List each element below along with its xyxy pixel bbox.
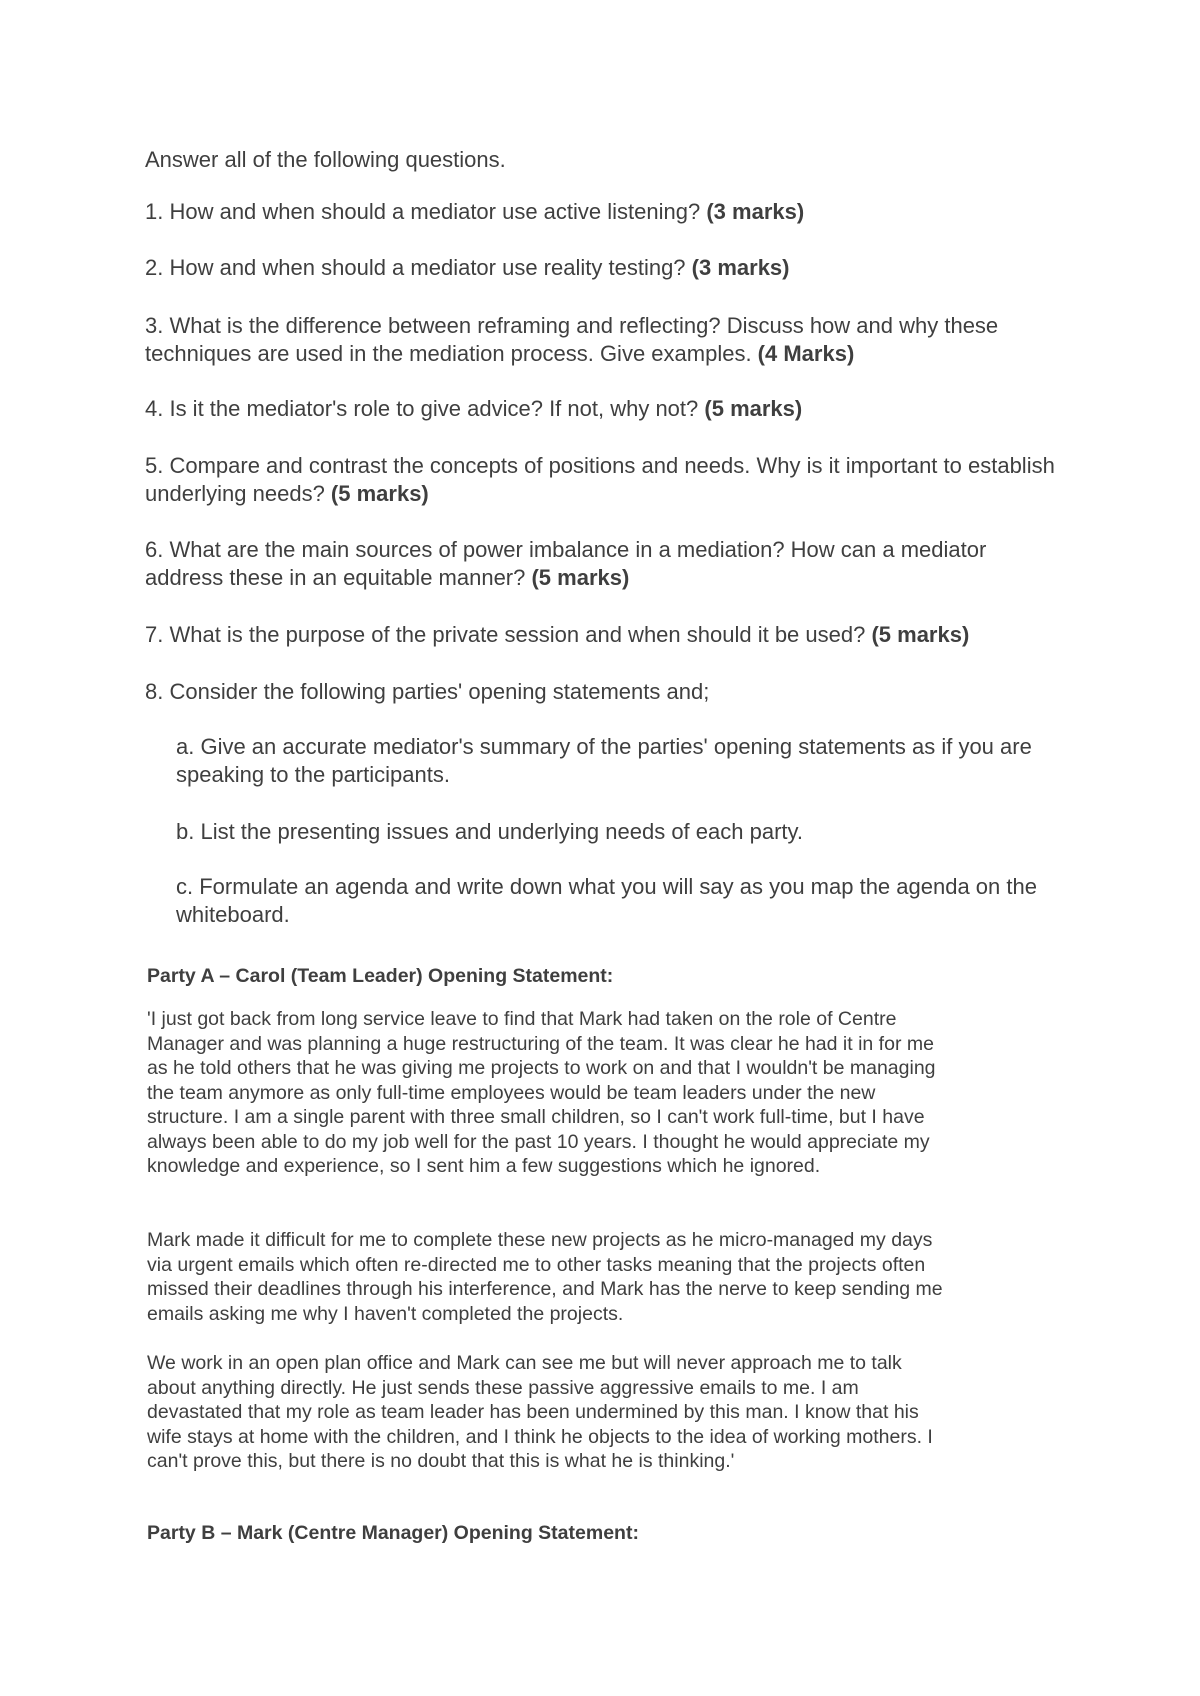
- party-a-paragraph-3: We work in an open plan office and Mark can see me but will never approach me to talk about anything directly. He just sends these passive aggressive emails to me. I am devastated that my role as team leader has been undermined by this man. I know that his wife stays at home with the children, and I think he objects to the idea of working mothers. I can't prove this, but there is no doubt that this is what he is thinking.': [147, 1352, 933, 1472]
- question-7-text: 7. What is the purpose of the private session and when should it be used?: [145, 622, 872, 647]
- question-6-marks: (5 marks): [531, 565, 630, 590]
- question-3-text: 3. What is the difference between reframing and reflecting? Discuss how and why these techniques are used in the mediation process. Give examples.: [145, 313, 999, 366]
- subquestion-b: b. List the presenting issues and underlying needs of each party.: [176, 819, 803, 844]
- question-7: [145, 621, 1065, 649]
- question-2-marks: (3 marks): [691, 255, 790, 280]
- question-3: [145, 312, 1065, 368]
- question-5-text: 5. Compare and contrast the concepts of positions and needs. Why is it important to establish underlying needs?: [145, 453, 1055, 506]
- instructions: Answer all of the following questions.: [145, 147, 506, 172]
- question-1-text: 1. How and when should a mediator use active listening?: [145, 199, 707, 224]
- question-8-text: 8. Consider the following parties' opening statements and;: [145, 679, 710, 704]
- subquestion-c: c. Formulate an agenda and write down what you will say as you map the agenda on the whiteboard.: [176, 874, 1037, 927]
- question-7-marks: (5 marks): [871, 622, 970, 647]
- party-b-heading: Party B – Mark (Centre Manager) Opening Statement:: [147, 1522, 639, 1544]
- party-a-heading: Party A – Carol (Team Leader) Opening Statement:: [147, 965, 614, 987]
- question-4-marks: (5 marks): [704, 396, 803, 421]
- question-5-marks: (5 marks): [330, 481, 429, 506]
- question-1: [145, 198, 1065, 226]
- question-2-text: 2. How and when should a mediator use reality testing?: [145, 255, 692, 280]
- question-3-marks: (4 Marks): [757, 341, 855, 366]
- question-4: [145, 395, 1065, 423]
- party-a-paragraph-2: Mark made it difficult for me to complete these new projects as he micro-managed my days via urgent emails which often re-directed me to other tasks meaning that the projects often missed their deadlines through his interference, and Mark has the nerve to keep sending me emails asking me why I haven't completed the projects.: [147, 1229, 943, 1325]
- question-6-text: 6. What are the main sources of power imbalance in a mediation? How can a mediator address these in an equitable manner?: [145, 537, 987, 590]
- question-6: [145, 536, 1065, 592]
- question-8: [145, 678, 1065, 706]
- question-2: [145, 254, 1065, 282]
- question-4-text: 4. Is it the mediator's role to give advice? If not, why not?: [145, 396, 705, 421]
- party-a-paragraph-1: 'I just got back from long service leave to find that Mark had taken on the role of Centre Manager and was planning a huge restructuring of the team. It was clear he had it in for me as he told others that he was giving me projects to work on and that I wouldn't be managing the team anymore as only full-time employees would be team leaders under the new structure. I am a single parent with three small children, so I can't work full-time, but I have always been able to do my job well for the past 10 years. I thought he would appreciate my knowledge and experience, so I sent him a few suggestions which he ignored.: [147, 1008, 936, 1177]
- question-5: [145, 452, 1065, 508]
- subquestion-a: a. Give an accurate mediator's summary of the parties' opening statements as if you are speaking to the participants.: [176, 734, 1032, 787]
- question-1-marks: (3 marks): [706, 199, 805, 224]
